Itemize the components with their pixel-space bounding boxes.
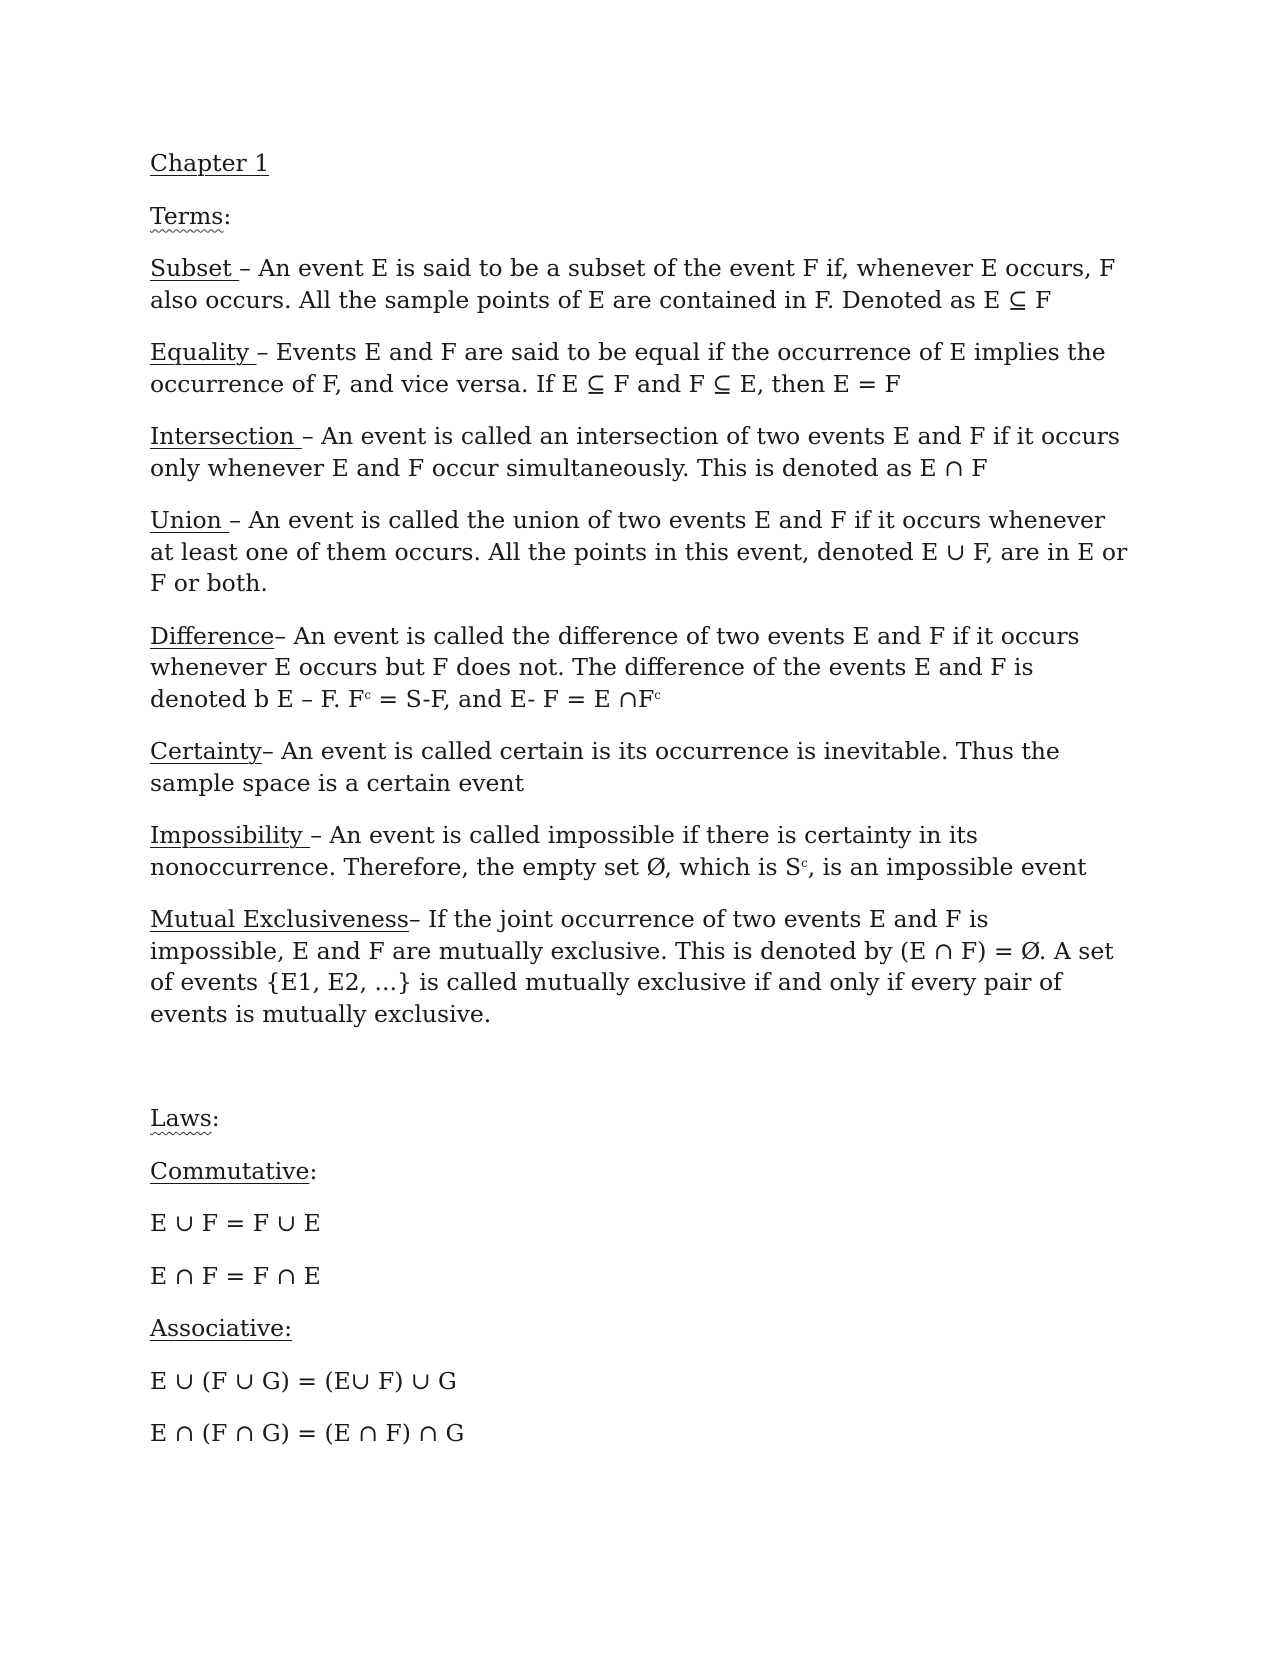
complement-superscript: c: [654, 687, 661, 702]
spacer: [150, 1051, 1130, 1103]
term-definition: – If the joint occurrence of two events E and F is impossible, E and F are mutually exclusive. This is denoted by (E ∩ F) = Ø. A set of events {E1, E2, ...} is called mutually exclusive if and only if every pair of events is mutually exclusive.: [150, 905, 1114, 1028]
law-associative-heading: Associative:: [150, 1314, 292, 1342]
term-label: Subset: [150, 254, 240, 282]
commutative-intersection-equation: E ∩ F = F ∩ E: [150, 1261, 321, 1290]
term-union: [150, 505, 1130, 600]
term-certainty: [150, 736, 1130, 799]
term-definition-cont: = S-F, and E- F = E ∩F: [370, 684, 655, 713]
commutative-union-equation: E ∪ F = F ∪ E: [150, 1209, 321, 1237]
term-label: Difference: [150, 621, 275, 650]
law-commutative-heading: Commutative:: [150, 1156, 318, 1185]
term-label: Impossibility: [150, 821, 311, 849]
term-label: Union: [150, 506, 230, 534]
term-intersection: [150, 421, 1130, 484]
term-mutual-exclusiveness: [150, 904, 1130, 1030]
term-definition: – An event is called impossible if there is certainty in its nonoccurrence. Therefore, the empty set Ø, which is S: [150, 821, 978, 881]
associative-intersection-equation: E ∩ (F ∩ G) = (E ∩ F) ∩ G: [150, 1419, 465, 1447]
term-definition: – Events E and F are said to be equal if the occurrence of E implies the occurrence of F, and vice versa. If E ⊆ F and F ⊆ E, then E = F: [150, 338, 1106, 398]
term-definition: – An event is called the difference of two events E and F if it occurs whenever E occurs but F does not. The difference of the events E and F is denoted b E – F. F: [150, 621, 1080, 713]
associative-union-equation: E ∪ (F ∪ G) = (E∪ F) ∪ G: [150, 1366, 457, 1395]
term-impossibility: [150, 820, 1130, 883]
term-label: Mutual Exclusiveness: [150, 905, 409, 933]
term-definition: – An event E is said to be a subset of the event F if, whenever E occurs, F also occurs. All the sample points of E are contained in F. Denoted as E ⊆ F: [150, 254, 1116, 314]
terms-heading: Terms:: [150, 201, 232, 230]
term-definition: – An event is called an intersection of two events E and F if it occurs only whenever E and F occur simultaneously. This is denoted as E ∩ F: [150, 422, 1120, 482]
complement-superscript: c: [364, 687, 371, 702]
term-equality: [150, 337, 1130, 400]
term-definition: – An event is called certain is its occurrence is inevitable. Thus the sample space is a certain event: [150, 737, 1060, 797]
term-difference: [150, 621, 1130, 716]
term-definition: – An event is called the union of two events E and F if it occurs whenever at least one of them occurs. All the points in this event, denoted E ∪ F, are in E or F or both.: [150, 506, 1128, 597]
laws-heading: Laws:: [150, 1104, 220, 1132]
document-page: [150, 148, 1130, 1471]
complement-superscript: c: [801, 855, 808, 870]
term-label: Equality: [150, 338, 257, 366]
term-definition-cont: , is an impossible event: [807, 852, 1087, 881]
term-label: Certainty: [150, 737, 262, 765]
term-subset: [150, 253, 1130, 316]
chapter-title: Chapter 1: [150, 149, 270, 177]
term-label: Intersection: [150, 422, 302, 450]
